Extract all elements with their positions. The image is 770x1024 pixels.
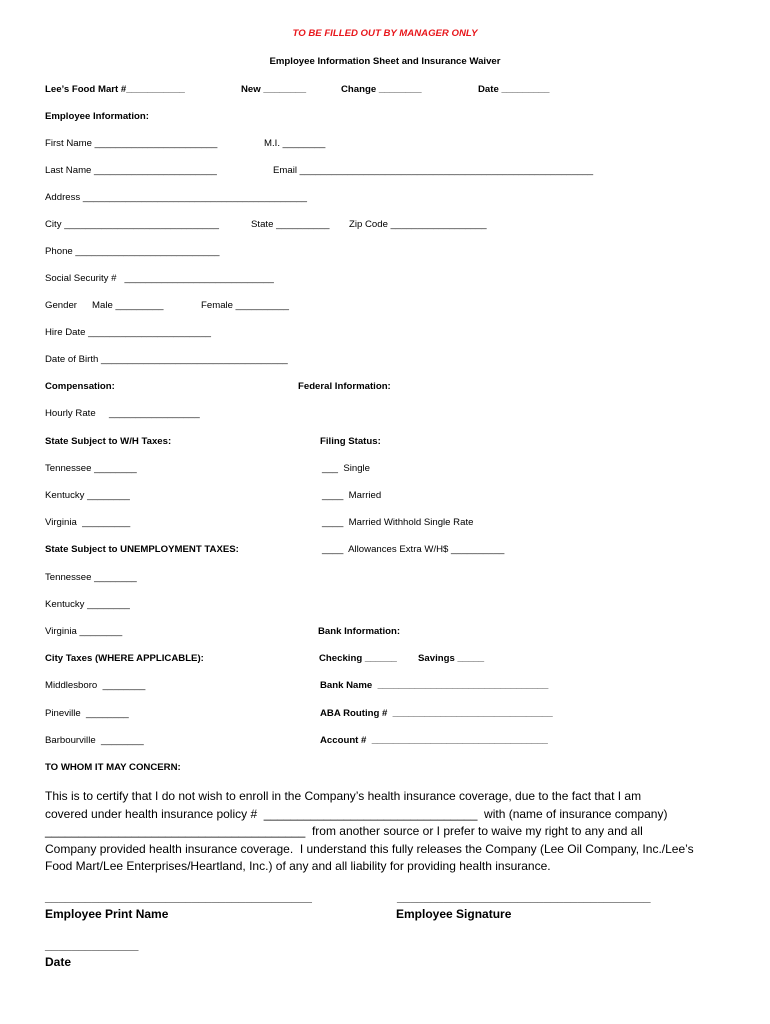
print-name-line[interactable]: ________________________________________ (45, 890, 312, 904)
ui-tennessee-field[interactable]: Tennessee ________ (45, 572, 137, 583)
sign-date-label: Date (45, 955, 72, 969)
filing-status-heading: Filing Status: (320, 436, 381, 447)
savings-field[interactable]: Savings _____ (418, 653, 485, 664)
waiver-line[interactable]: _______________________________________ from another source or I prefer to waive my right to any and all (45, 824, 643, 838)
change-field[interactable]: Change ________ (341, 84, 422, 95)
waiver-heading: TO WHOM IT MAY CONCERN: (45, 762, 181, 773)
filing-married-withhold-field[interactable]: ____ Married Withhold Single Rate (322, 517, 474, 528)
state-field[interactable]: State __________ (251, 219, 330, 230)
dob-field[interactable]: Date of Birth ___________________________________ (45, 354, 288, 365)
ssn-field[interactable]: Social Security # ____________________________ (45, 273, 274, 284)
hourly-rate-field[interactable]: Hourly Rate _________________ (45, 408, 200, 419)
filing-allowances-field[interactable]: ____ Allowances Extra W/H$ __________ (322, 544, 505, 555)
waiver-paragraph (45, 788, 725, 876)
address-field[interactable]: Address __________________________________________ (45, 192, 307, 203)
wh-virginia-field[interactable]: Virginia _________ (45, 517, 131, 528)
female-field[interactable]: Female __________ (201, 300, 290, 311)
wh-kentucky-field[interactable]: Kentucky ________ (45, 490, 130, 501)
city-taxes-heading: City Taxes (WHERE APPLICABLE): (45, 653, 204, 664)
form-title: Employee Information Sheet and Insurance Waiver (269, 56, 501, 67)
print-name-label: Employee Print Name (45, 907, 169, 921)
account-number-field[interactable]: Account # _________________________________ (320, 735, 548, 746)
phone-field[interactable]: Phone ___________________________ (45, 246, 220, 257)
wh-tennessee-field[interactable]: Tennessee ________ (45, 463, 137, 474)
first-name-field[interactable]: First Name _______________________ (45, 138, 218, 149)
manager-only-notice: TO BE FILLED OUT BY MANAGER ONLY (292, 28, 478, 39)
checking-field[interactable]: Checking ______ (319, 653, 397, 664)
aba-routing-field[interactable]: ABA Routing # ______________________________ (320, 708, 553, 719)
signature-line[interactable]: ______________________________________ (397, 890, 651, 904)
hire-date-field[interactable]: Hire Date _______________________ (45, 327, 211, 338)
signature-label: Employee Signature (396, 907, 512, 921)
bank-info-heading: Bank Information: (318, 626, 401, 637)
waiver-line: Company provided health insurance coverage. I understand this fully releases the Company (Lee Oil Company, Inc./Lee’s (45, 841, 694, 856)
filing-single-field[interactable]: ___ Single (322, 463, 371, 474)
ui-kentucky-field[interactable]: Kentucky ________ (45, 599, 130, 610)
date-field[interactable]: Date _________ (478, 84, 550, 95)
barbourville-field[interactable]: Barbourville ________ (45, 735, 144, 746)
unemployment-taxes-heading: State Subject to UNEMPLOYMENT TAXES: (45, 544, 239, 555)
middlesboro-field[interactable]: Middlesboro ________ (45, 680, 146, 691)
last-name-field[interactable]: Last Name _______________________ (45, 165, 217, 176)
gender-label: Gender (45, 300, 77, 311)
bank-name-field[interactable]: Bank Name ________________________________ (320, 680, 549, 691)
new-field[interactable]: New ________ (241, 84, 307, 95)
pineville-field[interactable]: Pineville ________ (45, 708, 129, 719)
zip-code-field[interactable]: Zip Code __________________ (349, 219, 487, 230)
waiver-line[interactable]: covered under health insurance policy # ________________________________ with (name of insurance company) (45, 806, 668, 821)
sign-date-line[interactable]: ______________ (45, 938, 139, 952)
compensation-heading: Compensation: (45, 381, 115, 392)
male-field[interactable]: Male _________ (92, 300, 164, 311)
ui-virginia-field[interactable]: Virginia ________ (45, 626, 123, 637)
mi-field[interactable]: M.I. ________ (264, 138, 326, 149)
email-field[interactable]: Email _______________________________________________________ (273, 165, 594, 176)
wh-taxes-heading: State Subject to W/H Taxes: (45, 436, 172, 447)
waiver-line: Food Mart/Lee Enterprises/Heartland, Inc.) of any and all liability for providing health insurance. (45, 859, 551, 873)
store-number-field[interactable]: Lee’s Food Mart #___________ (45, 84, 185, 95)
waiver-line: This is to certify that I do not wish to enroll in the Company’s health insurance coverage, due to the fact that I am (45, 789, 642, 803)
employee-info-heading: Employee Information: (45, 111, 149, 122)
city-field[interactable]: City _____________________________ (45, 219, 219, 230)
federal-info-heading: Federal Information: (298, 381, 391, 392)
filing-married-field[interactable]: ____ Married (322, 490, 382, 501)
